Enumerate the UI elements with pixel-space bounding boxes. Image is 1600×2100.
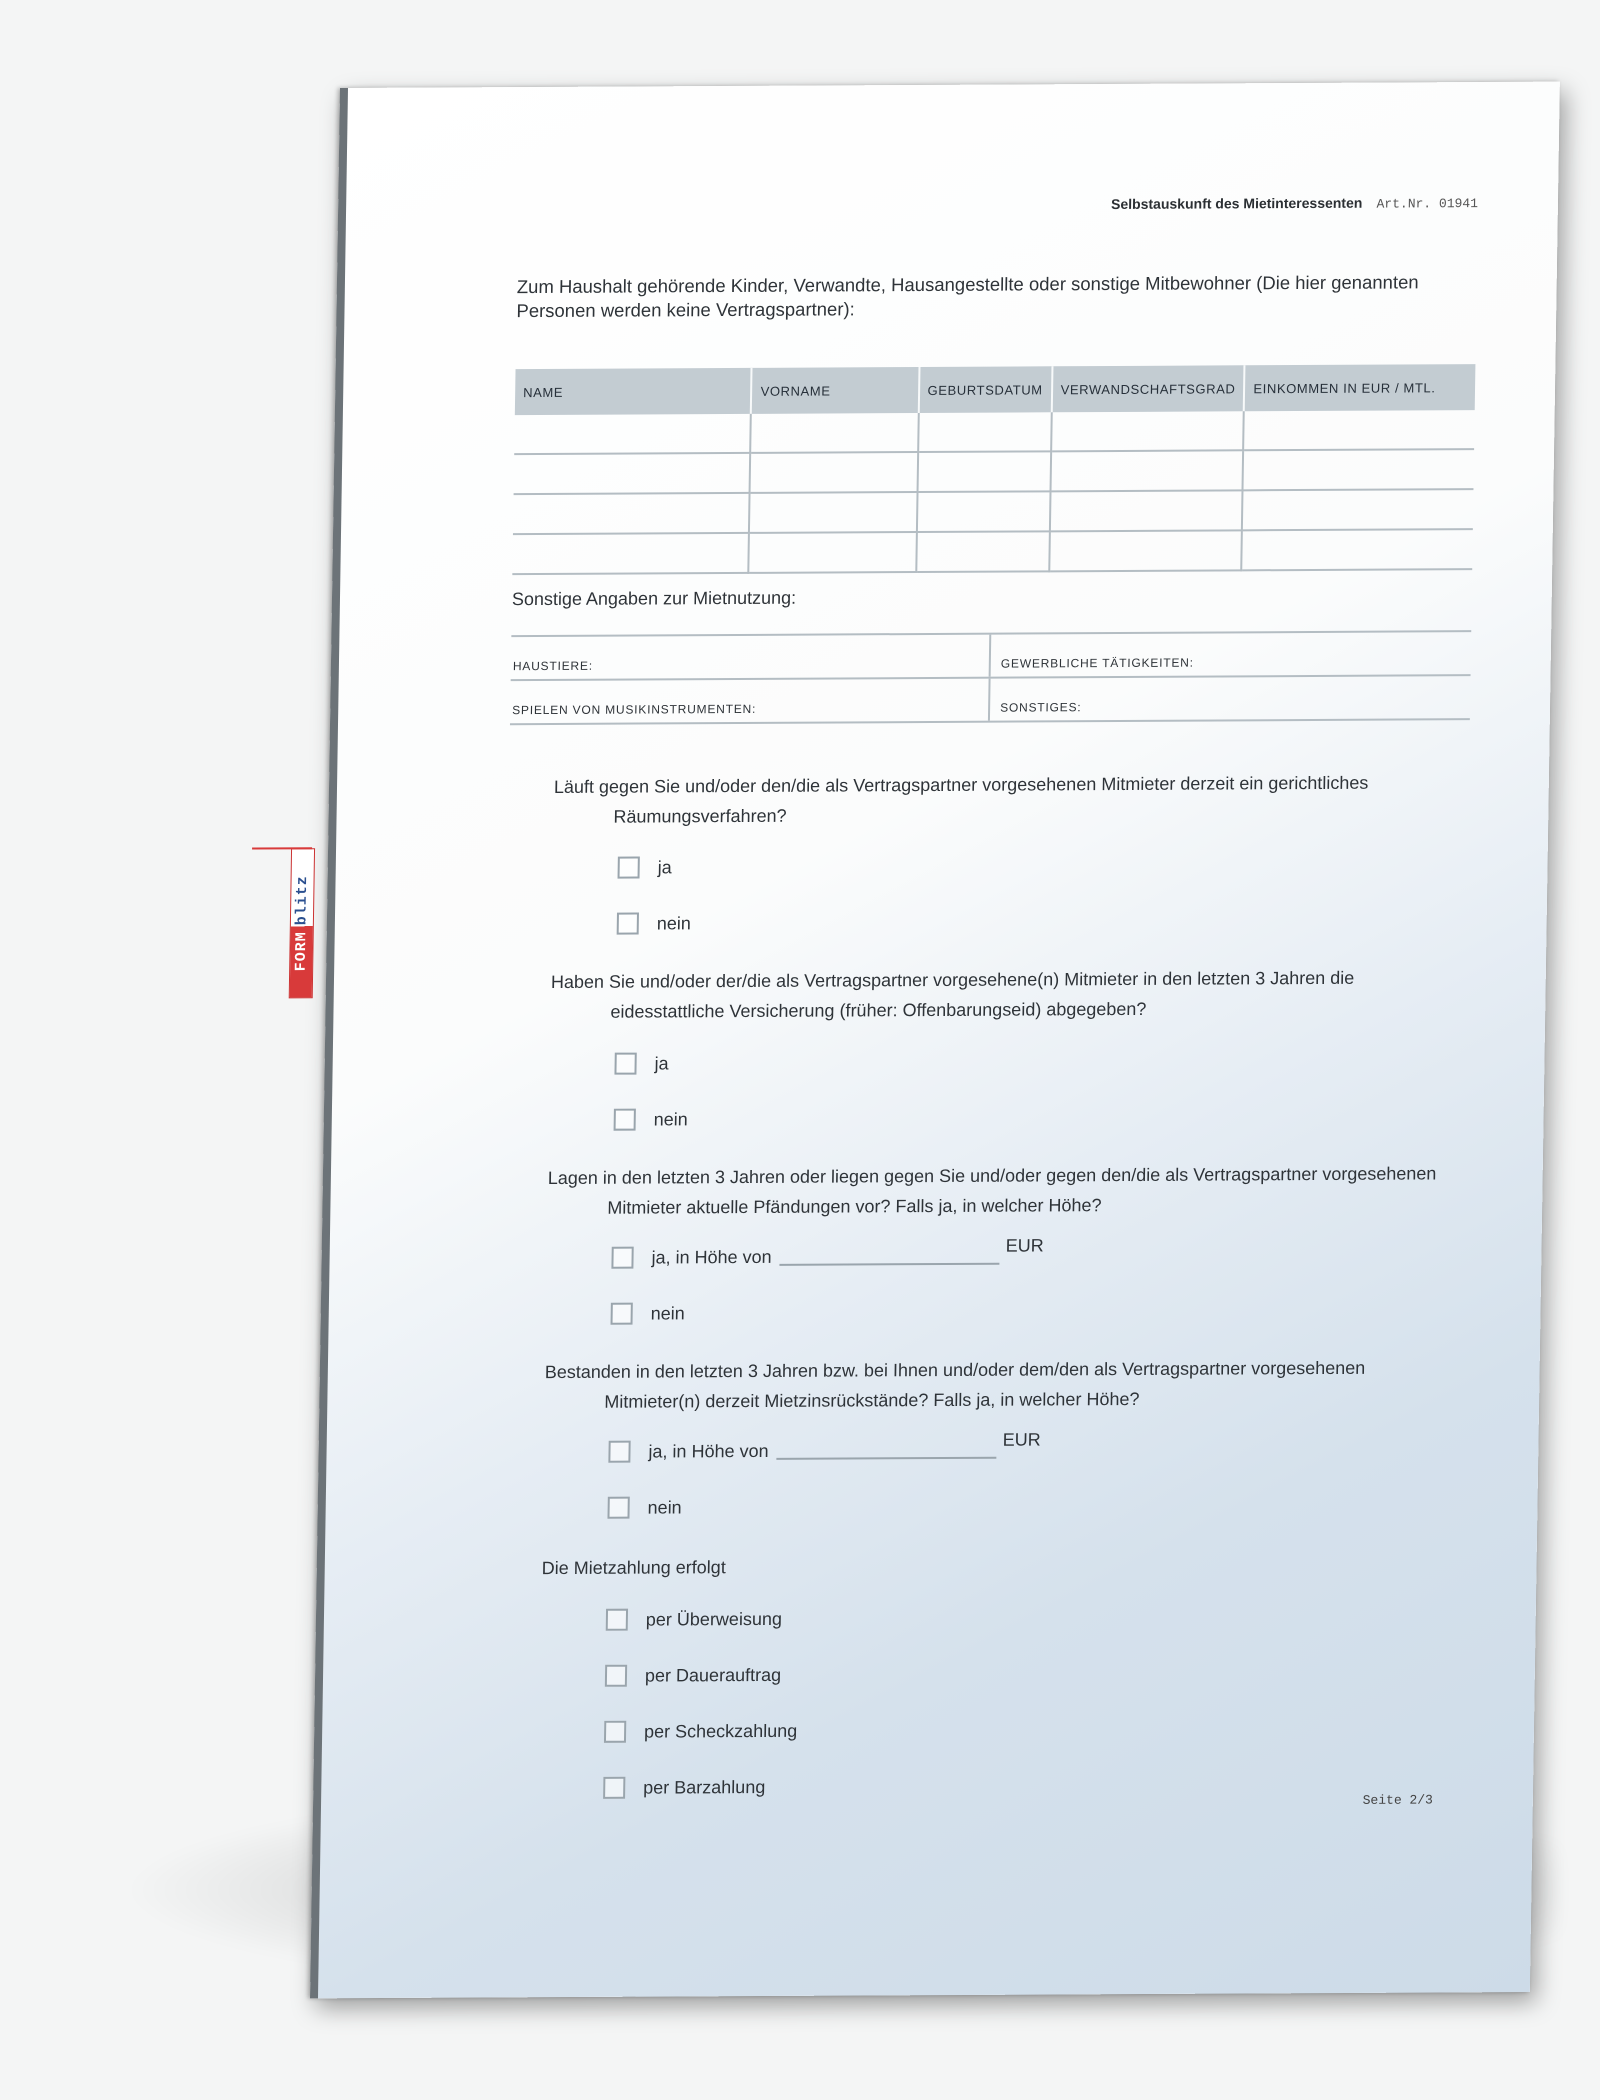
table-cell[interactable] xyxy=(1050,450,1243,491)
column-header-verwandschaftsgrad: VERWANDSCHAFTSGRAD xyxy=(1051,365,1244,412)
option-label: nein xyxy=(656,912,692,933)
option-label: nein xyxy=(650,1302,685,1324)
option-ja-amount[interactable] xyxy=(611,1234,1044,1268)
column-header-geburtsdatum: GEBURTSDATUM xyxy=(918,366,1052,413)
table-row xyxy=(512,529,1473,574)
table-cell[interactable] xyxy=(514,453,751,494)
logo-badge xyxy=(289,848,315,998)
musik-field[interactable] xyxy=(510,679,991,724)
document-header xyxy=(1111,194,1478,213)
checkbox[interactable] xyxy=(607,1497,629,1519)
household-table xyxy=(512,364,1475,575)
document-page xyxy=(292,82,1560,1999)
option-barzahlung[interactable] xyxy=(603,1776,765,1799)
question-eidesstattliche-versicherung xyxy=(550,962,1471,1027)
table-cell[interactable] xyxy=(917,451,1051,492)
checkbox[interactable] xyxy=(603,1777,625,1799)
option-label: nein xyxy=(653,1108,688,1129)
option-label: ja xyxy=(654,1052,669,1073)
usage-section-title: Sonstige Angaben zur Mietnutzung: xyxy=(511,587,797,610)
table-cell[interactable] xyxy=(749,532,917,573)
question-text: Lagen in den letzten 3 Jahren oder liegen gegen Sie und/oder gegen den/die als Vertragspartner vorgesehenen Mitmieter aktuelle Pfändungen vor? Falls ja, in welcher Höhe? xyxy=(547,1163,1437,1218)
question-text: Läuft gegen Sie und/oder den/die als Vertragspartner vorgesehenen Mitmieter derzeit ein gerichtliches Räumungsverfahren? xyxy=(553,772,1369,827)
household-intro: Zum Haushalt gehörende Kinder, Verwandte, Hausangestellte oder sonstige Mitbewohner (Die hier genannten Personen werden keine Vertragspartner): xyxy=(516,271,1419,322)
table-cell[interactable] xyxy=(916,531,1050,572)
option-nein[interactable] xyxy=(617,912,691,934)
logo-form: FORM xyxy=(292,931,311,972)
table-cell[interactable] xyxy=(1049,530,1242,571)
usage-fields xyxy=(510,630,1471,725)
option-label: per Dauerauftrag xyxy=(644,1664,782,1686)
table-cell[interactable] xyxy=(1243,410,1474,450)
option-label: ja, in Höhe von xyxy=(648,1440,769,1462)
option-nein[interactable] xyxy=(607,1496,681,1518)
checkbox[interactable] xyxy=(605,1665,627,1687)
table-cell[interactable] xyxy=(1242,489,1473,530)
amount-input-line[interactable] xyxy=(776,1441,996,1460)
option-label: ja xyxy=(657,856,672,877)
table-cell[interactable] xyxy=(1049,490,1242,531)
question-pfaendungen xyxy=(547,1158,1468,1223)
sonstiges-field[interactable] xyxy=(990,676,1471,721)
currency-label: EUR xyxy=(1002,1428,1041,1450)
option-ja[interactable] xyxy=(618,856,672,878)
checkbox[interactable] xyxy=(608,1441,630,1463)
sonstiges-label: SONSTIGES: xyxy=(1000,700,1082,715)
logo-text xyxy=(293,875,312,971)
question-raeumungsverfahren xyxy=(553,767,1474,832)
musik-label: SPIELEN VON MUSIKINSTRUMENTEN: xyxy=(512,701,757,718)
checkbox[interactable] xyxy=(611,1303,633,1325)
usage-row xyxy=(511,630,1472,679)
table-cell[interactable] xyxy=(512,533,749,574)
formblitz-logo xyxy=(290,848,314,998)
column-header-vorname: VORNAME xyxy=(751,367,919,414)
table-cell[interactable] xyxy=(916,491,1050,532)
question-mietzahlung xyxy=(541,1548,1461,1583)
option-label: ja, in Höhe von xyxy=(651,1246,772,1268)
option-label: per Überweisung xyxy=(645,1608,783,1630)
question-text: Haben Sie und/oder der/die als Vertragspartner vorgesehene(n) Mitmieter in den letzten 3 Jahren die eidesstattliche Versicherung (früher: Offenbarungseid) abgegeben? xyxy=(550,967,1355,1022)
table-row xyxy=(513,489,1474,534)
usage-row xyxy=(510,674,1471,725)
table-cell[interactable] xyxy=(749,492,917,533)
gewerbe-label: GEWERBLICHE TÄTIGKEITEN: xyxy=(1000,655,1194,671)
option-nein[interactable] xyxy=(614,1108,688,1130)
table-cell[interactable] xyxy=(1242,529,1473,570)
option-dauerauftrag[interactable] xyxy=(605,1664,781,1687)
column-header-name: NAME xyxy=(515,368,752,415)
table-cell[interactable] xyxy=(751,413,919,453)
option-label: per Barzahlung xyxy=(643,1776,766,1798)
logo-accent-line xyxy=(252,847,312,849)
checkbox[interactable] xyxy=(618,857,640,879)
question-mietzinsrueckstaende xyxy=(544,1352,1465,1417)
table-header-row xyxy=(515,364,1476,415)
option-label: per Scheckzahlung xyxy=(643,1720,798,1742)
article-number: Art.Nr. 01941 xyxy=(1376,196,1479,212)
haustiere-label: HAUSTIERE: xyxy=(512,658,593,674)
currency-label: EUR xyxy=(1005,1234,1044,1256)
checkbox[interactable] xyxy=(611,1247,633,1269)
table-cell[interactable] xyxy=(513,493,750,534)
question-text: Die Mietzahlung erfolgt xyxy=(541,1557,726,1579)
checkbox[interactable] xyxy=(614,1053,636,1075)
document-title: Selbstauskunft des Mietinteressenten xyxy=(1111,194,1363,212)
option-label: nein xyxy=(647,1496,682,1518)
checkbox[interactable] xyxy=(614,1109,636,1131)
option-ja-amount[interactable] xyxy=(608,1428,1041,1462)
gewerbe-field[interactable] xyxy=(991,632,1472,677)
option-scheckzahlung[interactable] xyxy=(604,1720,797,1743)
column-header-einkommen: EINKOMMEN IN EUR / MTL. xyxy=(1244,364,1475,411)
table-row xyxy=(514,449,1475,494)
checkbox[interactable] xyxy=(604,1721,626,1743)
table-cell[interactable] xyxy=(918,412,1052,452)
table-cell[interactable] xyxy=(1051,411,1244,451)
table-row xyxy=(514,410,1474,454)
page-number: Seite 2/3 xyxy=(1362,1792,1434,1808)
option-nein[interactable] xyxy=(611,1302,685,1324)
haustiere-field[interactable] xyxy=(511,635,992,680)
table-cell[interactable] xyxy=(750,452,918,493)
logo-blitz: blitz xyxy=(293,875,312,926)
checkbox[interactable] xyxy=(617,913,639,935)
checkbox[interactable] xyxy=(606,1609,628,1631)
question-text: Bestanden in den letzten 3 Jahren bzw. bei Ihnen und/oder dem/den als Vertragspartner vorgesehenen Mitmieter(n) derzeit Mietzinsrückstände? Falls ja, in welcher Höhe? xyxy=(544,1357,1366,1412)
option-ueberweisung[interactable] xyxy=(606,1608,782,1631)
option-ja[interactable] xyxy=(614,1052,668,1074)
table-cell[interactable] xyxy=(1243,449,1474,490)
amount-input-line[interactable] xyxy=(779,1247,999,1266)
table-cell[interactable] xyxy=(514,414,751,454)
